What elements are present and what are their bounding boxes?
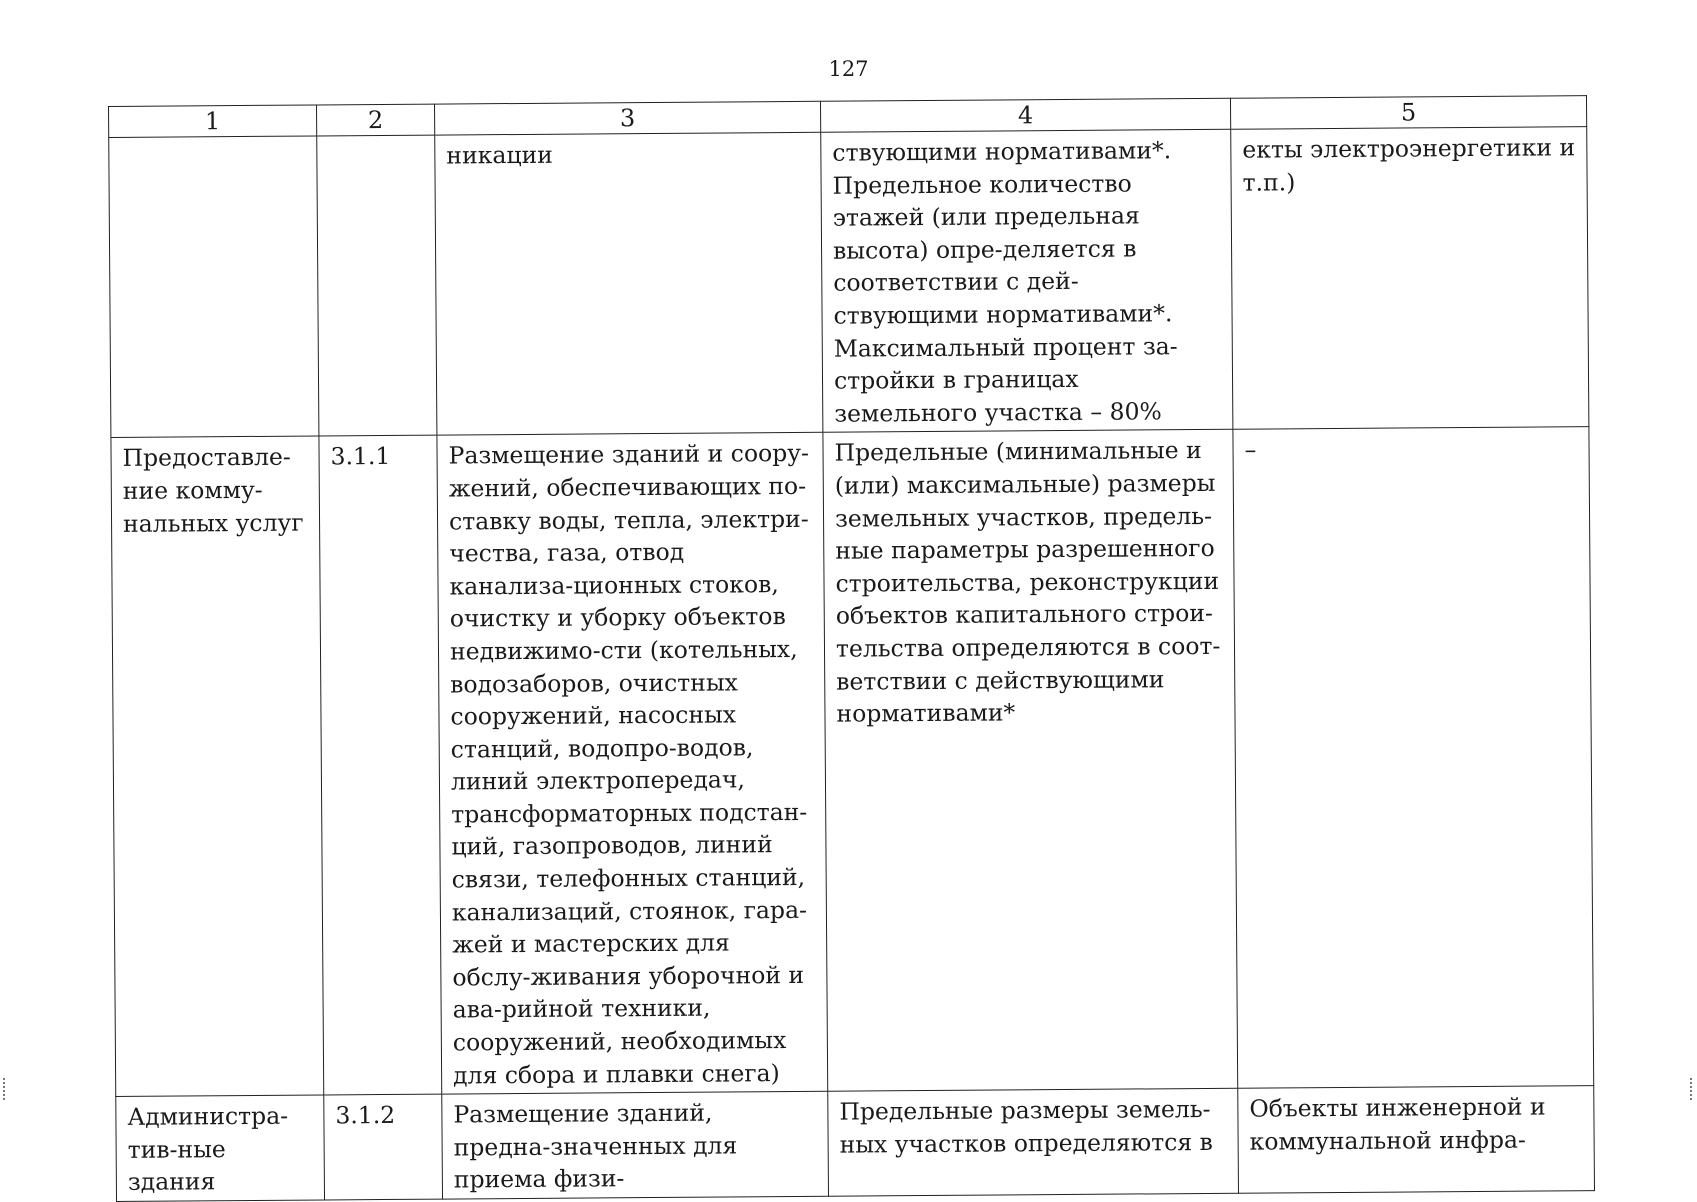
cell-description: никации [435, 132, 823, 435]
regulations-table [108, 95, 1595, 1202]
cell-description: Размещение зданий и соору-жений, обеспечивающих по-ставку воды, тепла, электри-чества, газа, отвод канализа-ционных стоков, очистку и уборку объектов недвижимо-сти (котельных, водозаборов, очистных сооружений, насосных станций, водопро-водов, линий электропередач, трансформаторных подстан-ций, газопроводов, линий связи, телефонных станций, канализаций, стоянок, гара-жей и мастерских для обслу-живания уборочной и ава-рийной техники, сооружений, необходимых для сбора и плавки снега) [437, 433, 828, 1095]
column-header-2: 2 [316, 104, 434, 136]
regulations-table-container [108, 95, 1594, 1202]
page-number: 127 [828, 57, 869, 81]
cell-notes: – [1233, 427, 1594, 1088]
column-header-1: 1 [109, 105, 317, 138]
column-header-3: 3 [434, 101, 820, 135]
table-row [109, 127, 1589, 438]
column-header-4: 4 [820, 98, 1230, 132]
cell-description: Размещение зданий, предна-значенных для приема физи- [442, 1091, 829, 1199]
table-row [111, 427, 1594, 1097]
table-row [116, 1086, 1595, 1202]
scan-edge-mark-right [1690, 1078, 1694, 1100]
cell-notes: Объекты инженерной и коммунальной инфра- [1238, 1086, 1595, 1193]
cell-notes: екты электроэнергетики и т.п.) [1231, 127, 1589, 430]
cell-parameters: ствующими нормативами*. Предельное количество этажей (или предельная высота) опре-деляется в соответствии с дей-ствующими нормативами*. Максимальный процент за-стройки в границах земельного участка – 80% [821, 129, 1233, 432]
cell-parameters: Предельные размеры земель-ных участков определяются в [828, 1088, 1239, 1196]
cell-parameters: Предельные (минимальные и (или) максимальные) размеры земельных участков, предель-ные параметры разрешенного строительства, реконструкции объектов капитального строи-тельства определяются в соот-ветствии с действующими нормативами* [823, 430, 1238, 1092]
cell-code [317, 135, 437, 436]
cell-name [109, 136, 319, 438]
cell-name: Предоставле-ние комму-нальных услуг [111, 436, 324, 1096]
column-header-5: 5 [1230, 96, 1586, 130]
cell-name: Администра-тив-ные здания [116, 1095, 325, 1201]
cell-code: 3.1.1 [319, 435, 442, 1095]
scan-edge-mark-left [3, 1078, 7, 1100]
cell-code: 3.1.2 [324, 1094, 443, 1200]
